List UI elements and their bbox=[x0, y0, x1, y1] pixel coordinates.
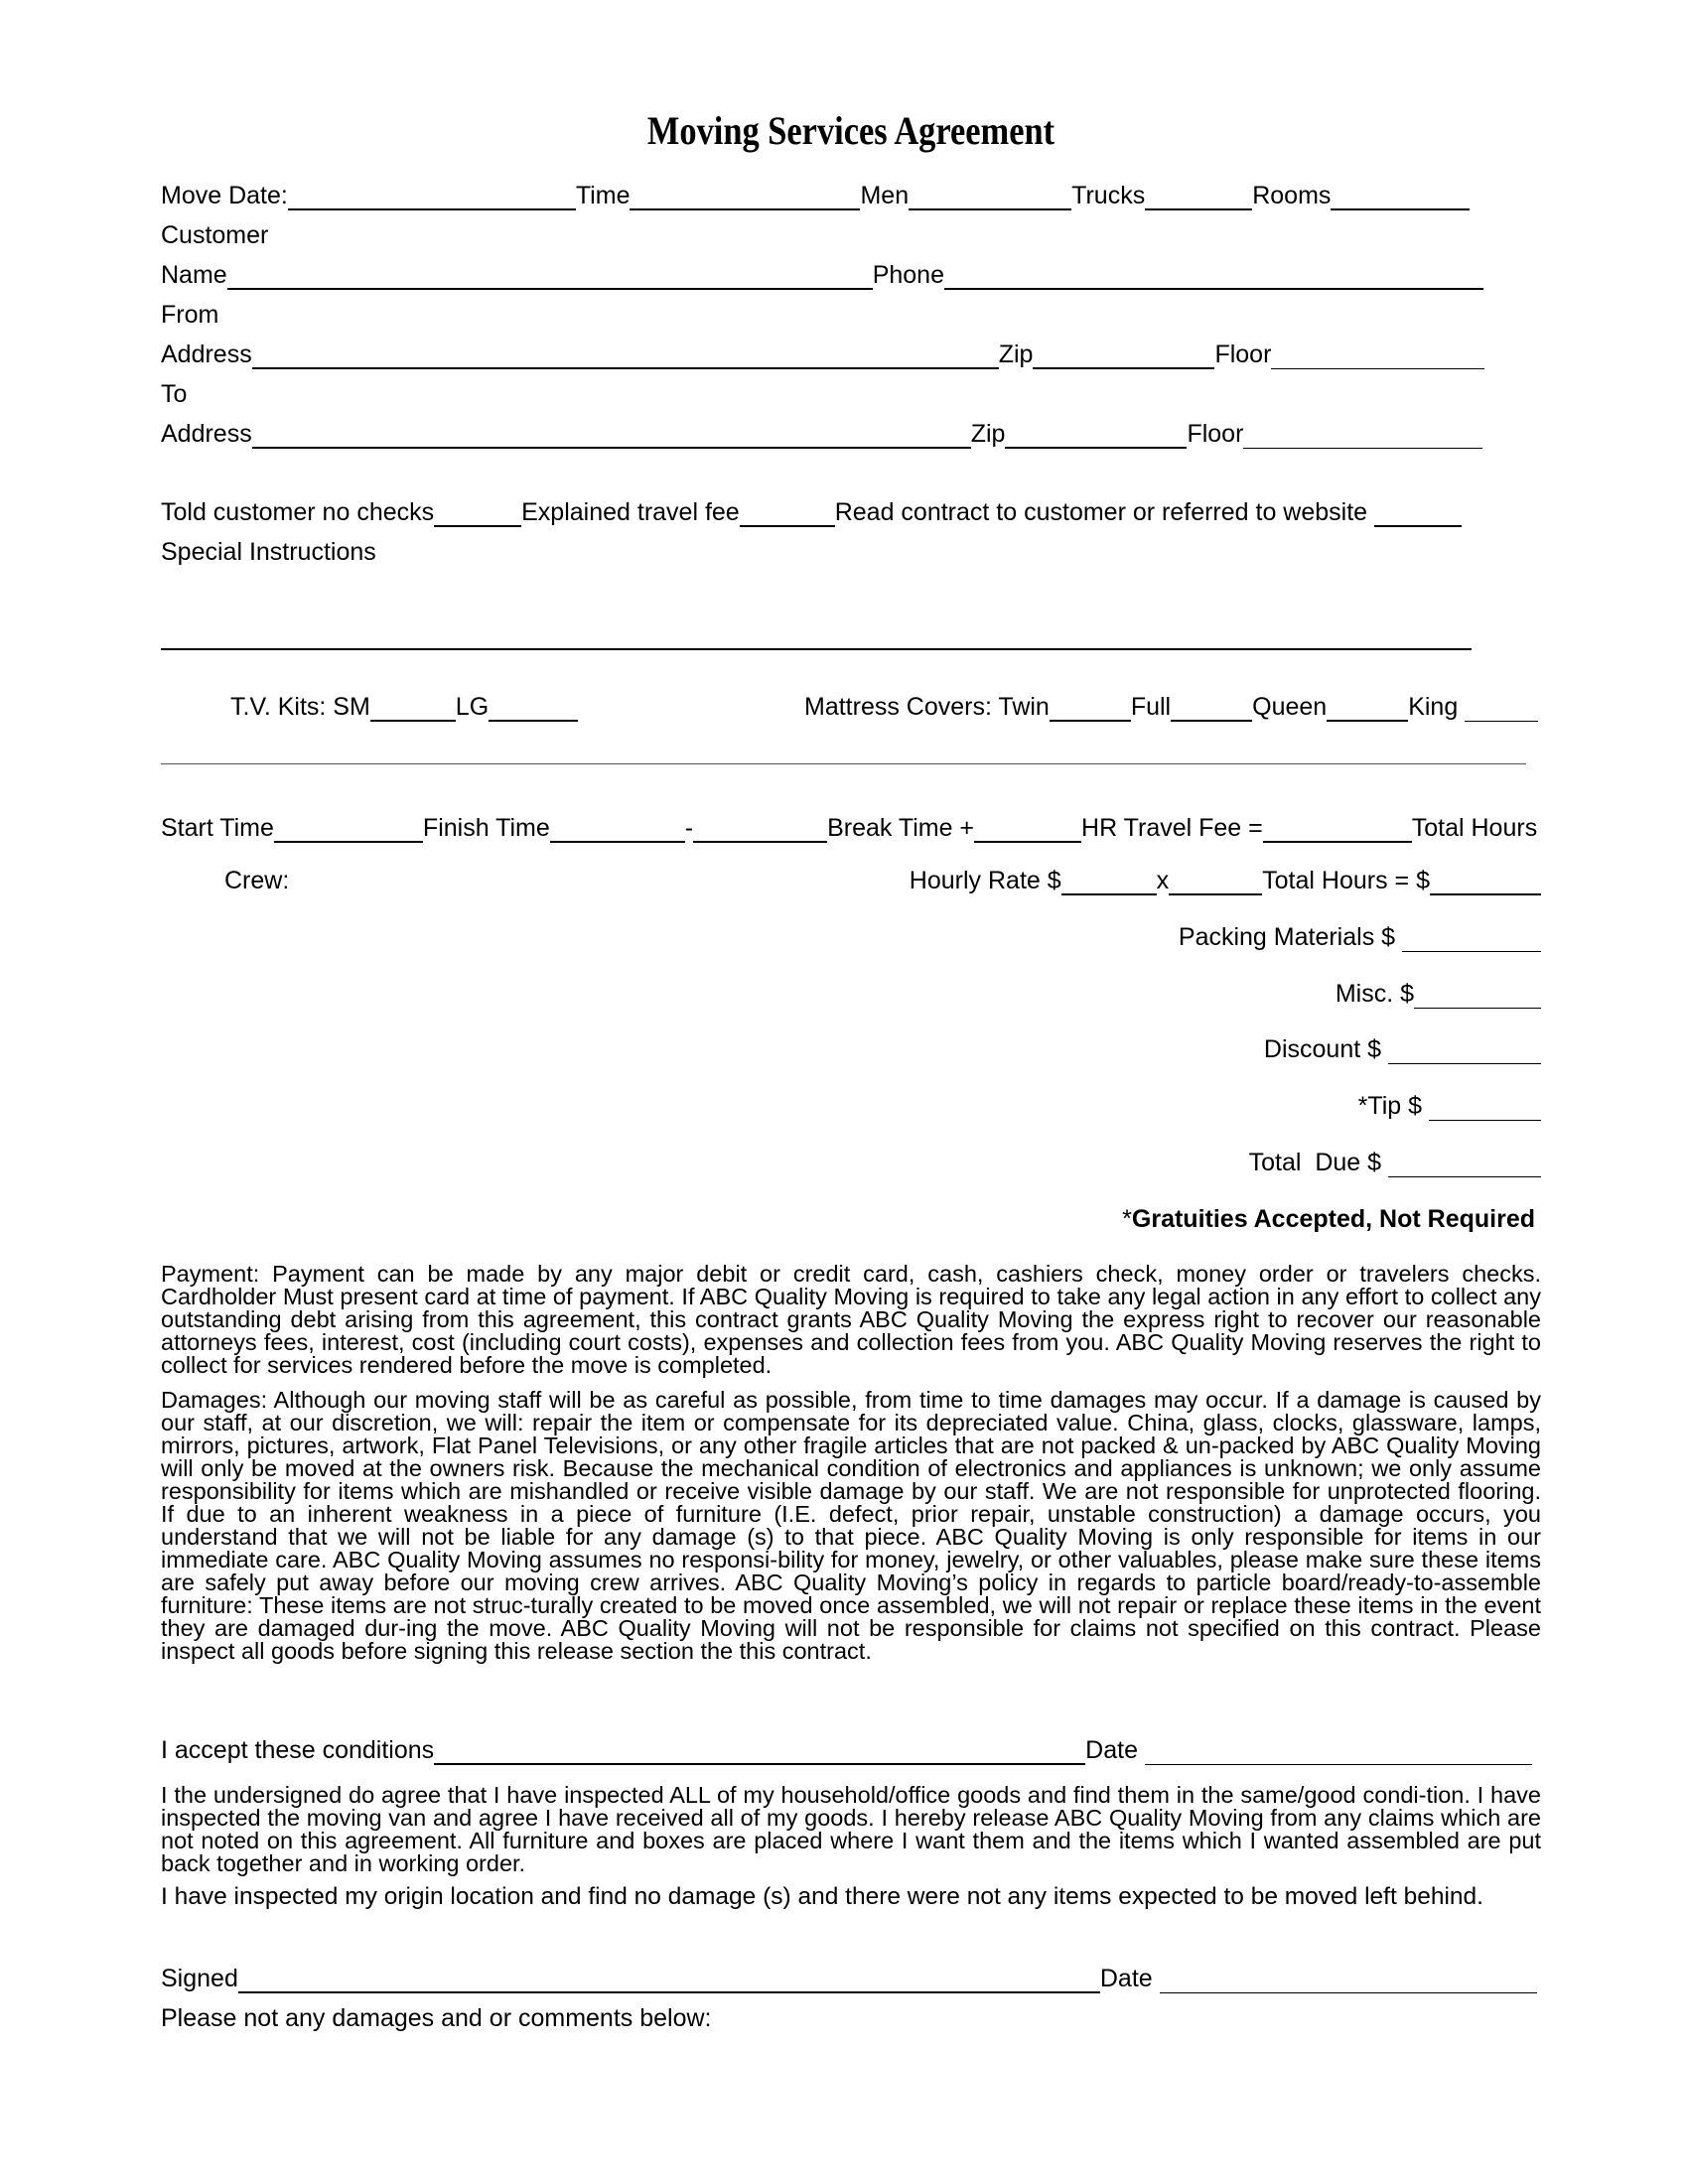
men-field[interactable] bbox=[909, 187, 1071, 210]
hourly-rate-field[interactable] bbox=[1061, 872, 1157, 895]
to-label-line: To bbox=[161, 380, 188, 408]
total-due-field[interactable] bbox=[1388, 1155, 1541, 1177]
trucks-field[interactable] bbox=[1145, 187, 1252, 210]
mattress-king-label: King bbox=[1408, 693, 1459, 721]
total-due-row bbox=[1249, 1148, 1541, 1177]
tip-row bbox=[1358, 1091, 1541, 1121]
misc-row bbox=[1336, 979, 1541, 1009]
packing-field[interactable] bbox=[1402, 929, 1541, 952]
rate-total-label: Total Hours = $ bbox=[1262, 867, 1430, 894]
read-contract-label: Read contract to customer or referred to website bbox=[834, 498, 1368, 526]
packing-row bbox=[1179, 922, 1541, 952]
move-info-row bbox=[161, 181, 1470, 210]
rate-total-field[interactable] bbox=[1430, 872, 1541, 895]
time-field[interactable] bbox=[630, 187, 860, 210]
packing-label: Packing Materials $ bbox=[1178, 923, 1396, 951]
accept-label: I accept these conditions bbox=[161, 1736, 435, 1764]
tv-kits-label: T.V. Kits: SM bbox=[230, 693, 370, 721]
tv-kits-lg-field[interactable] bbox=[489, 698, 578, 722]
customer-row bbox=[161, 260, 1483, 290]
travel-fee-hr-field[interactable] bbox=[1263, 819, 1412, 843]
to-address-label: Address bbox=[161, 420, 252, 448]
release-paragraph: I the undersigned do agree that I have inspected ALL of my household/office goods and find them in the same/good condi-tion. I have inspected the moving van and agree I have received all of my goods. I hereby release ABC Quality Moving from any claims which are not noted on this agreement. All furniture and boxes are placed where I want them and the items which I wanted assembled are put back together and in working order. bbox=[161, 1782, 1541, 1876]
time-label: Time bbox=[575, 182, 631, 209]
mattress-queen-label: Queen bbox=[1252, 693, 1328, 721]
read-contract-field[interactable] bbox=[1374, 503, 1462, 527]
accept-row bbox=[161, 1735, 1532, 1765]
phone-label: Phone bbox=[872, 261, 944, 289]
to-address-row bbox=[161, 419, 1482, 449]
tip-field[interactable] bbox=[1429, 1098, 1541, 1121]
page-title: Moving Services Agreement bbox=[646, 108, 1055, 153]
total-due-label: Total Due $ bbox=[1248, 1149, 1382, 1176]
customer-label-line: Customer bbox=[161, 221, 269, 249]
gratuities-star: * bbox=[1122, 1205, 1132, 1233]
to-floor-label: Floor bbox=[1187, 420, 1244, 448]
misc-label: Misc. $ bbox=[1335, 980, 1414, 1008]
start-time-field[interactable] bbox=[274, 819, 423, 843]
customer-name-label: Name bbox=[161, 261, 227, 289]
section-divider bbox=[161, 763, 1526, 764]
payment-paragraph: Payment: Payment can be made by any major debit or credit card, cash, cashiers check, money order or travelers checks. Cardholder Must present card at time of payment. If ABC Quality Moving is required to take any legal action in any effort to collect any outstanding debt arising from this agreement, this contract grants ABC Quality Moving the express right to recover our reasonable attorneys fees, interest, cost (including court costs), expenses and collection fees from you. ABC Quality Moving reserves the right to collect for services rendered before the move is completed. bbox=[161, 1261, 1541, 1378]
from-address-label: Address bbox=[161, 341, 252, 368]
time-calc-row bbox=[161, 813, 1537, 843]
total-hours-label: Total Hours bbox=[1411, 814, 1538, 842]
rate-hours-field[interactable] bbox=[1169, 872, 1262, 895]
to-address-field[interactable] bbox=[252, 425, 971, 449]
from-zip-field[interactable] bbox=[1033, 345, 1214, 369]
special-instructions-label: Special Instructions bbox=[161, 538, 376, 566]
rooms-label: Rooms bbox=[1252, 182, 1332, 209]
travel-fee-label: Explained travel fee bbox=[521, 498, 740, 526]
accept-signature-field[interactable] bbox=[434, 1741, 1085, 1765]
accept-date-field[interactable] bbox=[1145, 1742, 1532, 1765]
discount-row bbox=[1264, 1034, 1541, 1064]
misc-field[interactable] bbox=[1414, 986, 1541, 1009]
mattress-twin-field[interactable] bbox=[1050, 698, 1131, 722]
signature-field[interactable] bbox=[238, 1970, 1100, 1993]
move-date-label: Move Date: bbox=[161, 182, 288, 209]
rate-row bbox=[910, 866, 1541, 895]
from-address-field[interactable] bbox=[252, 345, 999, 369]
hourly-rate-label: Hourly Rate $ bbox=[909, 867, 1061, 894]
mattress-king-field[interactable] bbox=[1465, 699, 1538, 722]
signed-row bbox=[161, 1964, 1537, 1993]
minus-field[interactable] bbox=[693, 819, 827, 843]
mattress-label: Mattress Covers: Twin bbox=[804, 693, 1050, 721]
gratuities-note bbox=[1122, 1204, 1535, 1234]
tip-label: *Tip $ bbox=[1357, 1092, 1423, 1120]
from-zip-label: Zip bbox=[998, 341, 1034, 368]
to-zip-field[interactable] bbox=[1005, 425, 1187, 449]
crew-label: Crew: bbox=[224, 867, 290, 894]
phone-field[interactable] bbox=[944, 266, 1483, 290]
break-time-label: Break Time + bbox=[827, 814, 975, 842]
break-time-field[interactable] bbox=[974, 819, 1081, 843]
travel-fee-field[interactable] bbox=[740, 503, 835, 527]
customer-name-field[interactable] bbox=[227, 266, 873, 290]
from-floor-label: Floor bbox=[1214, 341, 1272, 368]
from-address-row bbox=[161, 340, 1484, 369]
comments-label: Please not any damages and or comments below: bbox=[161, 2004, 712, 2032]
gratuities-text: Gratuities Accepted, Not Required bbox=[1131, 1205, 1535, 1233]
tv-kits-sm-field[interactable] bbox=[370, 698, 456, 722]
to-zip-label: Zip bbox=[970, 420, 1006, 448]
mattress-row bbox=[804, 692, 1538, 722]
start-time-label: Start Time bbox=[161, 814, 274, 842]
from-label-line: From bbox=[161, 301, 219, 329]
accept-date-label: Date bbox=[1085, 1736, 1138, 1764]
damages-paragraph: Damages: Although our moving staff will be as careful as possible, from time to time damages may occur. If a damage is caused by our staff, at our discretion, we will: repair the item or compensate for its depreciated value. China, glass, clocks, glassware, lamps, mirrors, pictures, artwork, Flat Panel Televisions, or any other fragile articles that are not packed & un-packed by ABC Quality Moving will only be moved at the owners risk. Because the mechanical condition of electronics and appliances is unknown; we only assume responsibility for items which are mishandled or receive visible damage by our staff. We are not responsible for unprotected flooring. If due to an inherent weakness in a piece of furniture (I.E. defect, prior repair, unstable construction) a damage occurs, you understand that we will not be liable for any damage (s) to that piece. ABC Quality Moving is only responsible for items in our immediate care. ABC Quality Moving assumes no responsi-bility for money, jewelry, or other valuables, please make sure these items are safely put away before our moving crew arrives. ABC Quality Moving’s policy in regards to particle board/ready-to-assemble furniture: These items are not struc-turally created to be moved once assembled, we will not repair or replace these items in the event they are damaged dur-ing the move. ABC Quality Moving will not be responsible for claims not specified on this contract. Please inspect all goods before signing this release section the this contract. bbox=[161, 1387, 1541, 1664]
checklist-row bbox=[161, 497, 1462, 527]
signed-date-label: Date bbox=[1099, 1965, 1153, 1992]
trucks-label: Trucks bbox=[1071, 182, 1146, 209]
rooms-field[interactable] bbox=[1331, 187, 1470, 210]
tv-kits-row bbox=[230, 692, 578, 722]
origin-statement: I have inspected my origin location and find no damage (s) and there were not any items expected to be moved left behind. bbox=[161, 1883, 1483, 1910]
discount-label: Discount $ bbox=[1263, 1035, 1382, 1063]
tv-kits-lg-label: LG bbox=[455, 693, 490, 721]
times-label: x bbox=[1156, 867, 1170, 894]
men-label: Men bbox=[860, 182, 910, 209]
mattress-queen-field[interactable] bbox=[1327, 698, 1408, 722]
mattress-full-label: Full bbox=[1130, 693, 1172, 721]
finish-time-field[interactable] bbox=[550, 819, 685, 843]
discount-field[interactable] bbox=[1388, 1041, 1541, 1064]
signed-label: Signed bbox=[161, 1965, 238, 1992]
no-checks-field[interactable] bbox=[434, 503, 521, 527]
move-date-field[interactable] bbox=[288, 187, 576, 210]
special-instructions-line[interactable] bbox=[161, 648, 1472, 650]
from-floor-field[interactable] bbox=[1271, 346, 1484, 369]
travel-fee-hr-label: HR Travel Fee = bbox=[1081, 814, 1263, 842]
to-floor-field[interactable] bbox=[1243, 426, 1482, 449]
finish-time-label: Finish Time bbox=[422, 814, 550, 842]
no-checks-label: Told customer no checks bbox=[161, 498, 435, 526]
dash-label: - bbox=[684, 814, 694, 842]
signed-date-field[interactable] bbox=[1160, 1971, 1537, 1993]
mattress-full-field[interactable] bbox=[1171, 698, 1252, 722]
